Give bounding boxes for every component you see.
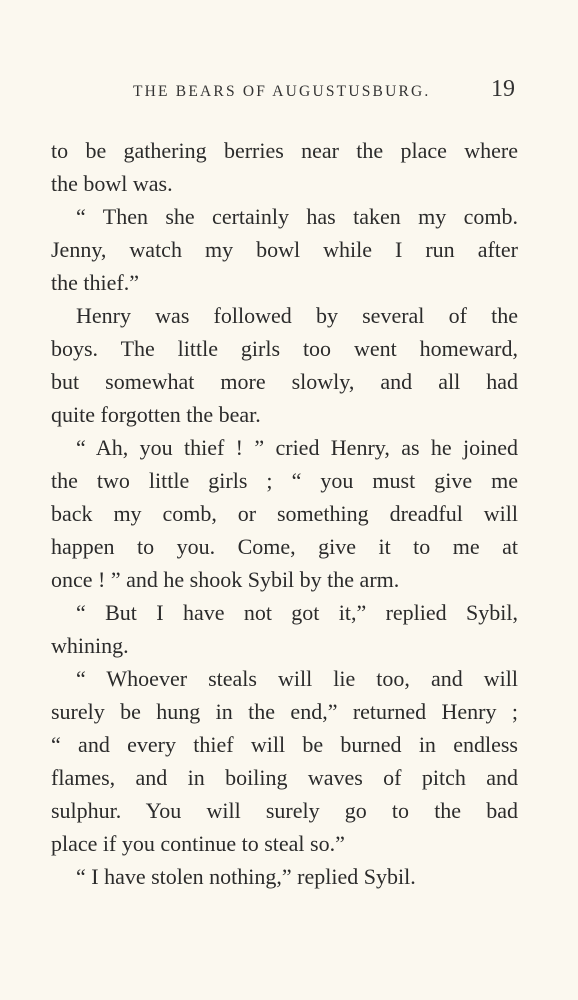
- page-number: 19: [491, 76, 515, 102]
- text-line: “ I have stolen nothing,” replied Sybil.: [76, 864, 416, 889]
- text-line: Henry was followed by several of the: [76, 303, 518, 328]
- text-line: back my comb, or something dreadful will: [51, 501, 518, 526]
- text-line: sulphur. You will surely go to the bad: [51, 798, 518, 823]
- text-line: but somewhat more slowly, and all had: [51, 369, 518, 394]
- text-line: “ But I have not got it,” replied Sybil,: [76, 600, 518, 625]
- text-line: “ Whoever steals will lie too, and will: [76, 666, 518, 691]
- text-line: happen to you. Come, give it to me at: [51, 534, 518, 559]
- text-line: the two little girls ; “ you must give me: [51, 468, 518, 493]
- text-line: “ Ah, you thief ! ” cried Henry, as he joined: [76, 435, 518, 460]
- text-line: surely be hung in the end,” returned Henry ;: [51, 699, 518, 724]
- text-line: Jenny, watch my bowl while I run after: [51, 237, 518, 262]
- text-line: the thief.”: [51, 270, 139, 295]
- text-line: boys. The little girls too went homeward,: [51, 336, 518, 361]
- text-line: to be gathering berries near the place where: [51, 138, 518, 163]
- text-line: “ Then she certainly has taken my comb.: [76, 204, 518, 229]
- text-line: flames, and in boiling waves of pitch and: [51, 765, 518, 790]
- body-text: [51, 134, 518, 893]
- text-line: place if you continue to steal so.”: [51, 831, 345, 856]
- running-title: THE BEARS OF AUGUSTUSBURG.: [133, 83, 431, 100]
- text-line: the bowl was.: [51, 171, 173, 196]
- text-line: once ! ” and he shook Sybil by the arm.: [51, 567, 400, 592]
- text-line: whining.: [51, 633, 129, 658]
- text-line: “ and every thief will be burned in endless: [51, 732, 518, 757]
- text-line: quite forgotten the bear.: [51, 402, 261, 427]
